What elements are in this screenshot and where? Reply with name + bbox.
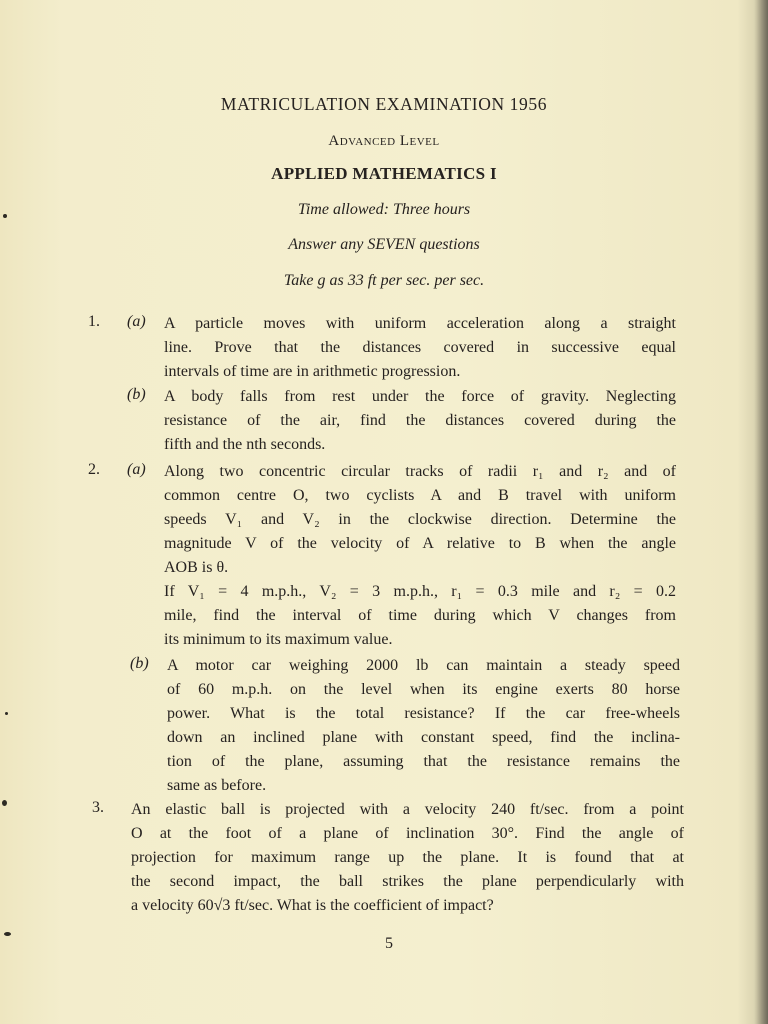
part-label: (b) xyxy=(127,386,146,403)
text-line: projection for maximum range up the plane. It is found that at xyxy=(131,849,684,866)
text-line: A motor car weighing 2000 lb can maintain a steady speed xyxy=(167,657,680,674)
page-edge-shadow xyxy=(754,0,768,1024)
answer-instruction: Answer any SEVEN questions xyxy=(288,236,480,253)
text-line: power. What is the total resistance? If the car free-wheels xyxy=(167,705,680,722)
question-number: 1. xyxy=(88,313,100,330)
page-number: 5 xyxy=(385,935,393,952)
question-number: 2. xyxy=(88,461,100,478)
text-line: tion of the plane, assuming that the resistance remains the xyxy=(167,753,680,770)
question-1a-text xyxy=(164,312,676,384)
subject-heading: APPLIED MATHEMATICS I xyxy=(271,164,497,183)
question-2b-text xyxy=(167,654,680,798)
text-line: fifth and the nth seconds. xyxy=(164,436,326,453)
question-number: 3. xyxy=(92,799,104,816)
scan-speck xyxy=(5,712,8,715)
text-line: magnitude V of the velocity of A relative to B when the angle xyxy=(164,535,676,552)
text-line: intervals of time are in arithmetic progression. xyxy=(164,363,461,380)
question-2a-continuation xyxy=(164,580,676,652)
text-line: If V₁ = 4 m.p.h., V₂ = 3 m.p.h., r₁ = 0.3 mile and r₂ = 0.2 xyxy=(164,583,676,600)
text-line: the second impact, the ball strikes the plane perpendicularly with xyxy=(131,873,684,890)
question-1b-text xyxy=(164,385,676,457)
scan-speck xyxy=(4,932,11,936)
part-label: (a) xyxy=(127,313,146,330)
text-line: a velocity 60√3 ft/sec. What is the coefficient of impact? xyxy=(131,897,494,914)
question-2a-text xyxy=(164,460,676,580)
text-line: of 60 m.p.h. on the level when its engine exerts 80 horse xyxy=(167,681,680,698)
level-heading: Advanced Level xyxy=(328,133,440,149)
text-line: line. Prove that the distances covered in successive equal xyxy=(164,339,676,356)
text-line: An elastic ball is projected with a velocity 240 ft/sec. from a point xyxy=(131,801,684,818)
gravity-instruction: Take g as 33 ft per sec. per sec. xyxy=(283,272,485,289)
text-line: AOB is θ. xyxy=(164,559,229,576)
text-line: same as before. xyxy=(167,777,267,794)
text-line: Along two concentric circular tracks of radii r₁ and r₂ and of xyxy=(164,463,676,480)
text-line: A particle moves with uniform acceleration along a straight xyxy=(164,315,676,332)
text-line: common centre O, two cyclists A and B travel with uniform xyxy=(164,487,676,504)
part-label: (a) xyxy=(127,461,146,478)
scan-speck xyxy=(3,214,7,218)
text-line: its minimum to its maximum value. xyxy=(164,631,393,648)
text-line: resistance of the air, find the distances covered during the xyxy=(164,412,676,429)
time-allowed: Time allowed: Three hours xyxy=(297,201,471,218)
exam-title: MATRICULATION EXAMINATION 1956 xyxy=(220,94,548,114)
text-line: mile, find the interval of time during which V changes from xyxy=(164,607,676,624)
text-line: O at the foot of a plane of inclination 30°. Find the angle of xyxy=(131,825,684,842)
text-line: down an inclined plane with constant speed, find the inclina- xyxy=(167,729,680,746)
scan-speck xyxy=(2,800,7,806)
text-line: A body falls from rest under the force of gravity. Neglecting xyxy=(164,388,676,405)
question-3-text xyxy=(131,798,684,918)
part-label: (b) xyxy=(130,655,149,672)
text-line: speeds V₁ and V₂ in the clockwise direction. Determine the xyxy=(164,511,676,528)
